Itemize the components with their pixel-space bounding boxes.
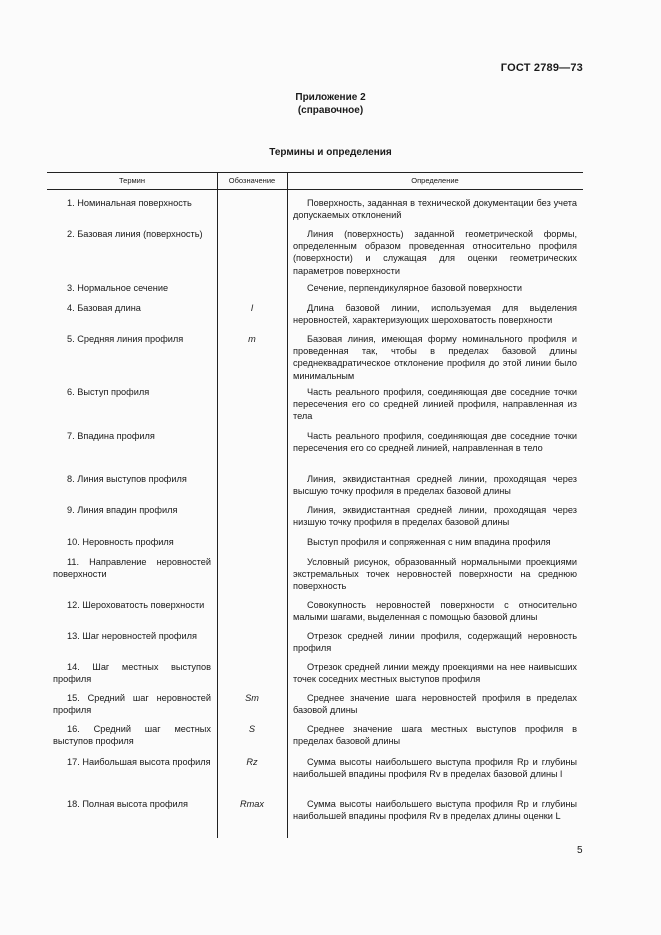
table-row-term: 7. Впадина профиля: [67, 431, 155, 441]
table-row-term: 1. Номинальная поверхность: [67, 198, 192, 208]
table-row-term: 17. Наибольшая высота профиля: [67, 757, 211, 767]
table-row-definition: Отрезок средней линии между проекциями на нее наивысших точек соседних местных выступов профиля: [293, 662, 577, 685]
table-row-symbol: S: [248, 724, 256, 734]
table-top-rule: [47, 172, 583, 173]
table-row-term: 11. Направление неровностей поверхности: [53, 557, 211, 580]
table-row-term: 18. Полная высота профиля: [67, 799, 188, 809]
table-row-term: 8. Линия выступов профиля: [67, 474, 187, 484]
table-row-term: 9. Линия впадин профиля: [67, 505, 178, 515]
table-header-rule: [47, 189, 583, 190]
table-row-term: 3. Нормальное сечение: [67, 283, 169, 293]
table-row-term: 6. Выступ профиля: [67, 387, 150, 397]
table-row-symbol: l: [250, 303, 254, 313]
section-title: Термины и определения: [269, 147, 392, 158]
table-row-definition: Длина базовой линии, используемая для выделения неровностей, характеризующих шероховатость поверхности: [293, 303, 577, 326]
terms-table: [47, 172, 583, 838]
table-row-term: 13. Шаг неровностей профиля: [67, 631, 197, 641]
table-row-symbol: Rz: [246, 757, 258, 767]
appendix-heading: [0, 91, 661, 117]
column-header-term: Термин: [119, 176, 145, 185]
table-row-definition: Среднее значение шага неровностей профиля в пределах базовой длины: [293, 693, 577, 716]
table-row-definition: Отрезок средней линии профиля, содержащий неровность профиля: [293, 631, 577, 654]
table-row-term: 14. Шаг местных выступов профиля: [53, 662, 211, 685]
table-row-term: 12. Шероховатость поверхности: [67, 600, 205, 610]
table-row-term: 4. Базовая длина: [67, 303, 141, 313]
table-row-symbol: Sm: [245, 693, 259, 703]
table-row-definition: Линия (поверхность) заданной геометрической формы, определенным образом проведенная относительно профиля (поверхности) и служащая для оценки геометрических параметров поверхности: [293, 229, 577, 276]
table-row-definition: Совокупность неровностей поверхности с относительно малыми шагами, выделенная с помощью базовой длины: [293, 600, 577, 623]
table-row-definition: Сечение, перпендикулярное базовой поверхности: [307, 283, 522, 293]
table-row-definition: Часть реального профиля, соединяющая две соседние точки пересечения его со средней линией, направленная в тело: [293, 431, 577, 454]
column-header-symbol: Обозначение: [228, 176, 276, 185]
table-row-term: 10. Неровность профиля: [67, 537, 174, 547]
table-row-definition: Поверхность, заданная в технической документации без учета допускаемых отклонений: [293, 198, 577, 221]
table-row-definition: Линия, эквидистантная средней линии, проходящая через низшую точку профиля в пределах базовой длины: [293, 505, 577, 528]
table-row-definition: Сумма высоты наибольшего выступа профиля Rp и глубины наибольшей впадины профиля Rv в пределах базовой длины l: [293, 757, 577, 780]
column-divider: [287, 172, 288, 838]
table-row-definition: Сумма высоты наибольшего выступа профиля Rp и глубины наибольшей впадины профиля Rv в пределах длины оценки L: [293, 799, 577, 822]
table-row-term: 15. Средний шаг неровностей профиля: [53, 693, 211, 716]
page-number: 5: [577, 845, 583, 856]
table-row-term: 2. Базовая линия (поверхность): [67, 229, 203, 239]
table-row-definition: Базовая линия, имеющая форму номинального профиля и проведенная так, чтобы в пределах базовой длины среднеквадратическое отклонение профиля до этой линии было минимальным: [293, 334, 577, 381]
table-row-definition: Выступ профиля и сопряженная с ним впадина профиля: [307, 537, 551, 547]
table-row-term: 16. Средний шаг местных выступов профиля: [53, 724, 211, 747]
column-divider: [217, 172, 218, 838]
appendix-title: Приложение 2: [295, 92, 366, 103]
table-row-term: 5. Средняя линия профиля: [67, 334, 184, 344]
table-row-definition: Линия, эквидистантная средней линии, проходящая через высшую точку профиля в пределах базовой длины: [293, 474, 577, 497]
appendix-subtitle: (справочное): [297, 105, 364, 116]
table-row-symbol: Rmax: [240, 799, 264, 809]
standard-number: ГОСТ 2789—73: [500, 62, 583, 74]
table-row-symbol: m: [248, 334, 256, 344]
table-row-definition: Условный рисунок, образованный нормальными проекциями экстремальных точек неровностей поверхности на среднюю поверхность: [293, 557, 577, 592]
table-row-definition: Среднее значение шага местных выступов профиля в пределах базовой длины: [293, 724, 577, 747]
column-header-definition: Определение: [411, 176, 459, 185]
table-row-definition: Часть реального профиля, соединяющая две соседние точки пересечения его со средней линией профиля, направленная из тела: [293, 387, 577, 422]
